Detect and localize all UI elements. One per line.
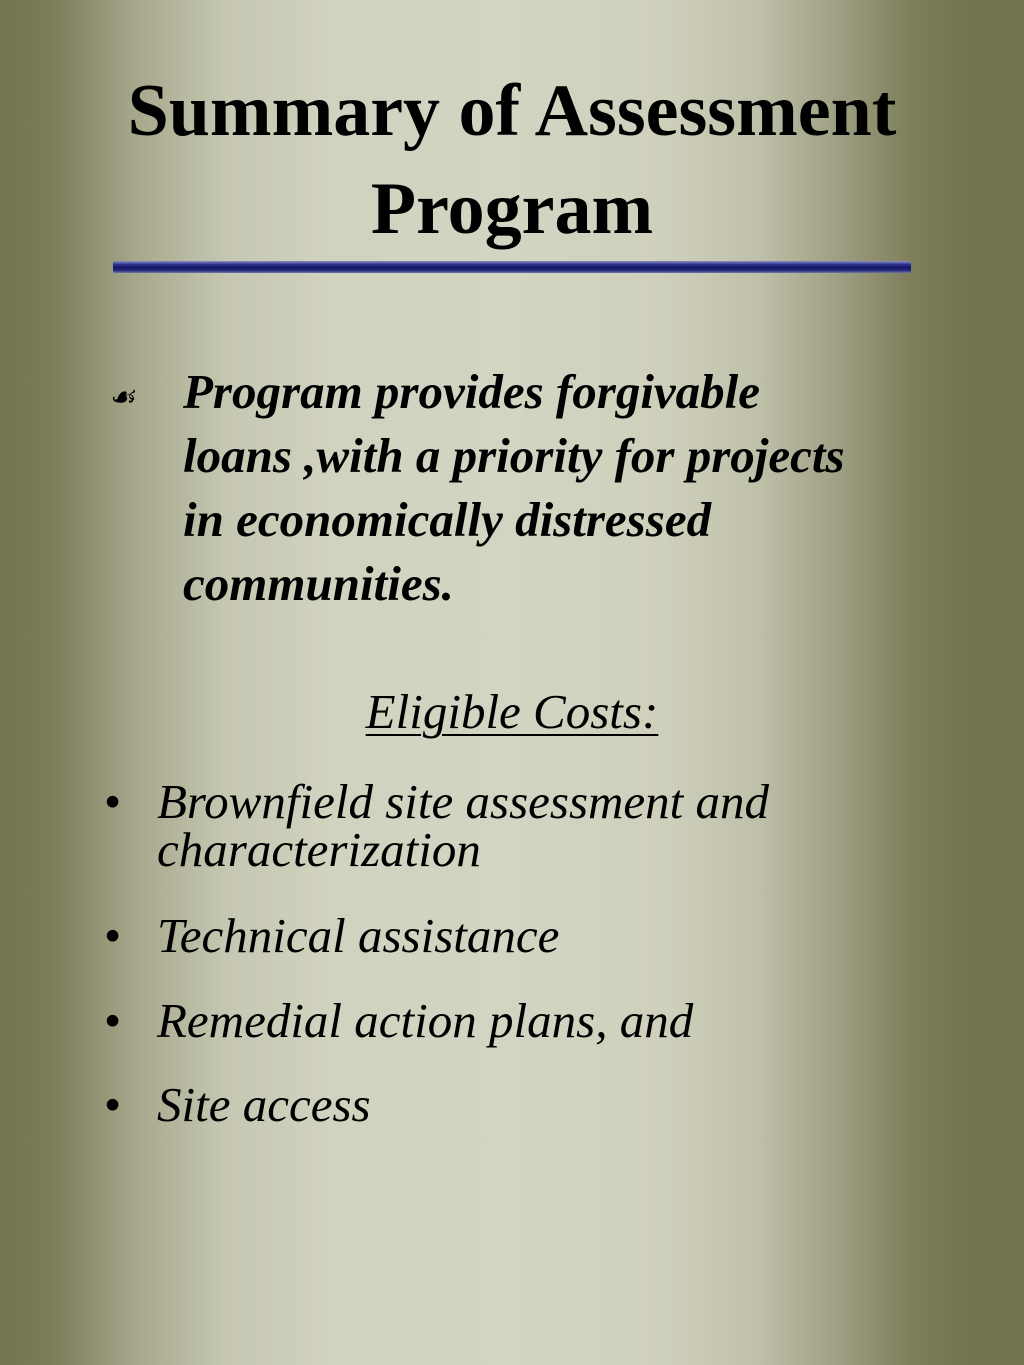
list-item-text: [157, 774, 917, 877]
list-item-line: characterization: [157, 822, 481, 877]
bullet-icon: •: [104, 908, 122, 963]
lead-paragraph: [183, 360, 923, 616]
bullet-icon: •: [104, 774, 122, 829]
lead-bullet-icon: ☙: [108, 381, 135, 414]
bullet-icon: •: [104, 993, 122, 1048]
lead-line-4: communities.: [183, 556, 454, 611]
eligible-costs-heading: [0, 682, 1024, 742]
slide-title-line-1: Summary of Assessment: [127, 70, 897, 152]
slide-title-line-2: Program: [370, 168, 654, 250]
list-item-line: Site access: [157, 1077, 371, 1132]
list-item-text: [157, 908, 917, 963]
lead-line-1: Program provides forgivable: [183, 364, 761, 419]
list-item-text: [157, 1077, 917, 1132]
lead-line-2: loans ,with a priority for projects: [183, 428, 845, 483]
list-item-line: Brownfield site assessment and: [157, 774, 770, 829]
title-divider: [113, 261, 911, 273]
lead-line-3: in economically distressed: [183, 492, 712, 547]
list-item-line: Remedial action plans, and: [157, 993, 694, 1048]
slide-title: [0, 62, 1024, 258]
list-item-text: [157, 993, 917, 1048]
bullet-icon: •: [104, 1077, 122, 1132]
eligible-costs-heading-text: Eligible Costs:: [365, 684, 659, 739]
list-item-line: Technical assistance: [157, 908, 560, 963]
